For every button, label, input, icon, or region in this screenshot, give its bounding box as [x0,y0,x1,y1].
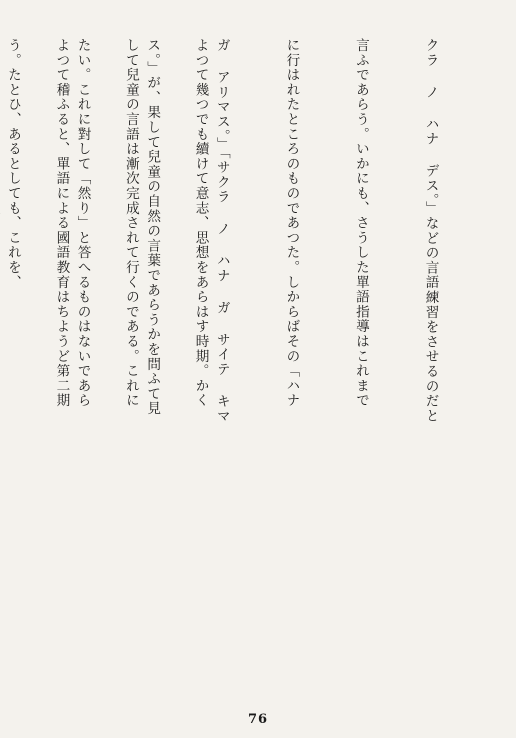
left-text-block [22,38,258,706]
text-line [0,38,3,706]
text-line: に行はれたところのものであつた。しからばその「ハナ [283,38,300,408]
text-line: ガ アリマス。」「サクラ ノ ハナ ガ サイテ キマ [213,38,230,424]
text-line: ス。」が、果して兒童の自然の言葉であらうかを問ふて見 [144,38,161,416]
text-line: たい。これに對して「然り」と答へるものはないであら [74,38,91,408]
page-number: 76 [247,712,269,727]
text-line: して兒童の言語は漸次完成されて行くのである。これに [122,38,139,408]
text-line: クラ ノ ハナ デス。」などの言語練習をさせるのだと [422,38,439,424]
text-line: う。たとひ、あるとしても、これを、 [4,38,21,290]
text-line: よつて幾つでも續けて意志、思想をあらはす時期。かく [192,38,209,408]
text-line: 言ふであらう。いかにも、さうした單語指導はこれまで [352,38,369,408]
text-line: よつて稽ふると、單語による國語教育はちようど第二期 [53,38,70,408]
